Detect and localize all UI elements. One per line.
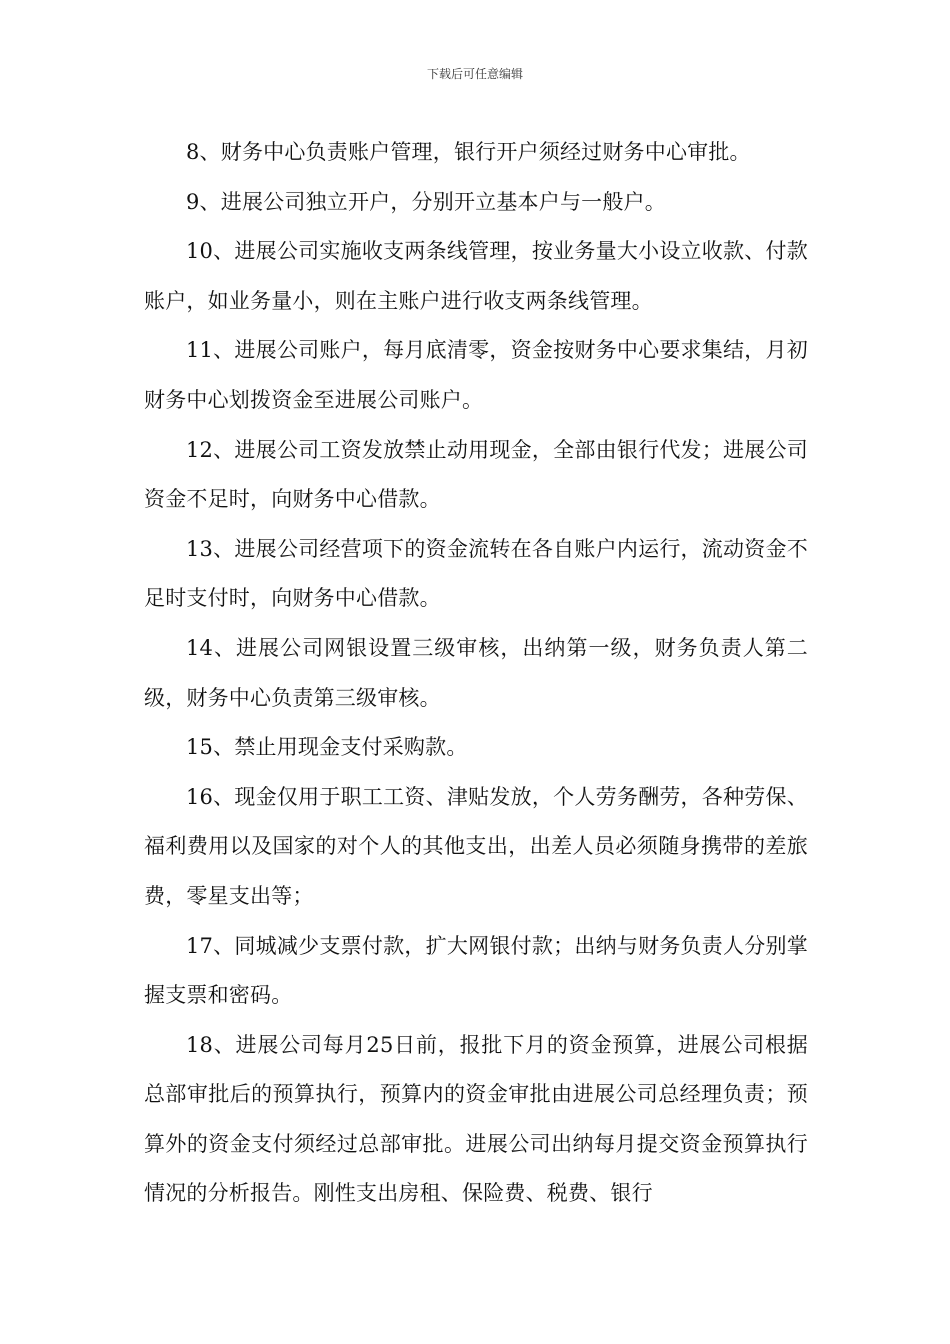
paragraph-item-15: 15、禁止用现金支付采购款。 [186, 735, 468, 760]
page-header: 下载后可任意编辑 [426, 67, 523, 81]
paragraph-item-14: 14、进展公司网银设置三级审核，出纳第一级，财务负责人第二级，财务中心负责第三级审核。 [144, 635, 808, 710]
paragraph-item-17: 17、同城减少支票付款，扩大网银付款；出纳与财务负责人分别掌握支票和密码。 [144, 933, 808, 1008]
paragraph-item-13: 13、进展公司经营项下的资金流转在各自账户内运行，流动资金不足时支付时，向财务中心借款。 [144, 536, 808, 611]
paragraph-item-8: 8、财务中心负责账户管理，银行开户须经过财务中心审批。 [186, 140, 751, 164]
paragraph-item-12: 12、进展公司工资发放禁止动用现金，全部由银行代发；进展公司资金不足时，向财务中心借款。 [144, 437, 808, 512]
paragraph-item-18: 18、进展公司每月25日前，报批下月的资金预算，进展公司根据总部审批后的预算执行，预算内的资金审批由进展公司总经理负责；预算外的资金支付须经过总部审批。进展公司出纳每月提交资金预算执行情况的分析报告。刚性支出房租、保险费、税费、银行 [144, 1032, 808, 1206]
paragraph-item-16: 16、现金仅用于职工工资、津贴发放，个人劳务酬劳，各种劳保、福利费用以及国家的对个人的其他支出，出差人员必须随身携带的差旅费，零星支出等； [144, 784, 808, 908]
document-body [144, 128, 808, 1219]
paragraph-item-10: 10、进展公司实施收支两条线管理，按业务量大小设立收款、付款账户，如业务量小，则在主账户进行收支两条线管理。 [144, 239, 808, 313]
paragraph-item-9: 9、进展公司独立开户，分别开立基本户与一般户。 [186, 189, 666, 214]
paragraph-item-11: 11、进展公司账户，每月底清零，资金按财务中心要求集结，月初财务中心划拨资金至进展公司账户。 [144, 338, 808, 412]
